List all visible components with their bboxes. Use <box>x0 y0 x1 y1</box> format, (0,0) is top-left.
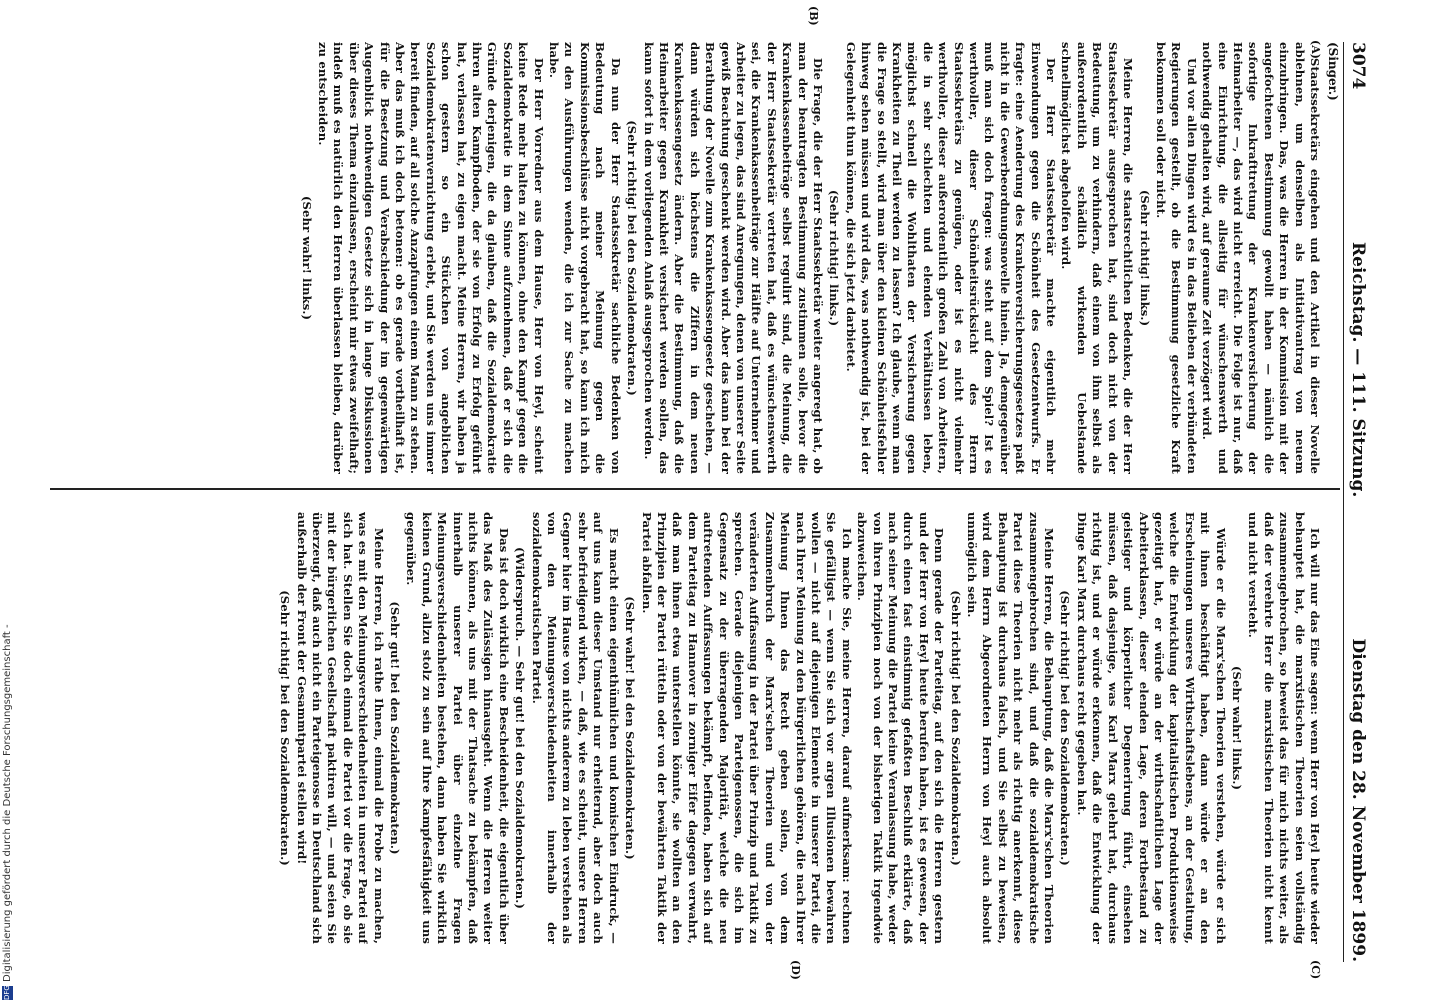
page-header <box>1343 42 1370 962</box>
paragraph: Staatssekretärs eingehen und den Artikel in dieser Novelle ablehnen, um denselben als Initiativantrag von neuem einzubringen. Das, was die Herren in der Kommission mit der angefochtenen Bestimmung gewollt haben — nämlich die sofortige Inkrafttretung der Krankenversicherung der Heimarbeiter —, das wird nicht erreicht. Die Folge ist nur, daß eine Einrichtung, die allseitig für wünschenswerth und nothwendig gehalten wird, auf geraume Zeit verzögert wird. <box>1200 42 1322 474</box>
interjection: (Widerspruch. — Sehr gut! bei den Sozialdemokraten.) <box>513 547 528 909</box>
interjection: (Sehr richtig! bei den Sozialdemokraten.) <box>278 590 293 866</box>
interjection: (Sehr gut! bei den Sozialdemokraten.) <box>388 601 403 855</box>
paragraph: Die Frage, die der Herr Staatssekretär weiter angeregt hat, ob man der beantragten Bestimmung zustimmen solle, bevor die Krankenkassenbeiträge selbst regulirt sind, die Meinung, die der Herr Staatssekretär vertreten hat, daß es wünschenswerth sei, die Krankenkassenbeiträge zur Hälfte auf Unternehmer und Arbeiter zu legen, das sind Anregungen, denen von unserer Seite gewiß Beachtung geschenkt werden wird. Aber das kann bei der Berathung der Novelle zum Krankenkassengesetz geschehen, — dann würden sich höchstens die Ziffern in dem neuen Krankenkassengesetz ändern. Aber die Bestimmung, daß die Heimarbeiter gegen Krankheit versichert werden sollen, das kann sofort in dem vorliegenden Anlaß ausgesprochen werden. <box>641 42 825 474</box>
page-number: 3074 <box>1348 42 1368 90</box>
paragraph: Das ist doch wirklich eine Bescheidenheit, die eigentlich über das Maß des Zulässigen hinausgeht. Wenn die Herren weiter nichts können, als uns mit der Thatsache zu bekämpfen, daß innerhalb unserer Partei über einzelne Fragen Meinungsverschiedenheiten bestehen, dann haben Sie wirklich keinen Grund, allzu stolz zu sein auf Ihre Kampfesfähigkeit uns gegenüber. <box>404 512 511 944</box>
paragraph: Meine Herren, die Behauptung, daß die Marx'schen Theorien zusammengebrochen sind, und daß die sozialdemokratische Partei diese Theorien nicht mehr als richtig anerkennt, diese Behauptung ist durchaus falsch, und Sie selbst zu beweisen, wird dem Herrn Abgeordneten Herrn von Heyl auch absolut unmöglich sein. <box>965 512 1057 944</box>
dfg-logo-icon: DFG <box>3 985 11 1000</box>
paragraph: Meine Herren, ich rathe Ihnen, einmal die Probe zu machen, was es mit den Meinungsverschiedenheiten in unserer Partei auf sich hat. Stellen Sie doch einmal die Partei vor die Frage, ob sie mit der bürgerlichen Gesellschaft paktiren will, — und seien Sie überzeugt, daß auch nicht ein Parteigenosse in Deutschland sich außerhalb der Front der Gesammtpartei stellen wird! <box>294 512 386 944</box>
paragraph: Und vor allen Dingen wird es in das Belieben der verbündeten Regierungen gestellt, ob die Bestimmung gesetzliche Kraft bekommen soll oder nicht. <box>1153 42 1199 474</box>
paragraph: Es macht einen eigenthümlichen und komischen Eindruck, — auf uns kann dieser Umstand nur erheiternd, aber doch auch sehr befriedigend wirken, — daß, wie es scheint, unsere Herren Gegner hier im Hause von nichts anderem zu leben verstehen als von den Meinungsverschiedenheiten innerhalb der sozialdemokratischen Partei. <box>529 512 621 944</box>
interjection: (Sehr richtig! links.) <box>827 189 842 327</box>
session-title: Reichstag. — 111. Sitzung. <box>1348 242 1368 498</box>
interjection: (Sehr wahr! bei den Sozialdemokraten.) <box>623 596 638 860</box>
margin-mark-d: (D) <box>789 960 802 980</box>
paragraph: Der Herr Staatssekretär machte eigentlich mehr Einwendungen gegen die Schönheit des Gesetzentwurfs. Er fragte: eine Aenderung des Krankenversicherungsgesetzes paßt nicht in die Gewerbeordnungsnovelle hinein. Ja, demgegenüber muß man sich doch fragen: was steht auf dem Spiel? Ist es werthvoller, dieser Schönheitsrücksicht des Herrn Staatssekretärs zu genügen, oder ist es nicht vielmehr werthvoller, dieser außerordentlich großen Zahl von Arbeitern, die in sehr schlechten und elenden Verhältnissen leben, möglichst schnell die Wohlthaten der Versicherung gegen Krankheiten zu Theil werden zu lassen? Ich glaube, wenn man die Frage so stellt, wird man über den kleinen Schönheitsfehler hinweg sehen müssen und wird das, was nothwendig ist, bei der Gelegenheit thun können, die sich jetzt darbietet. <box>843 42 1059 474</box>
rotated-page <box>30 0 1380 1000</box>
interjection: (Sehr richtig! links.) <box>1137 189 1152 327</box>
margin-mark-a: (A) <box>1309 40 1322 59</box>
margin-mark-c: (C) <box>1309 960 1322 980</box>
paragraph: Ich will nur das Eine sagen: wenn Herr von Heyl heute wieder behauptet hat, die marxistischen Theorien seien vollständig zusammengebrochen, so beweist das für mich nichts weiter, als daß der verehrte Herr die marxistischen Theorien nicht kennt und nicht versteht. <box>1246 512 1322 944</box>
paragraph: Da nun der Herr Staatssekretär sachliche Bedenken von Bedeutung nach meiner Meinung gegen die Kommissionsbeschlüsse nicht vorgebracht hat, so kann ich mich zu den Ausführungen wenden, die ich zur Sache zu machen habe. <box>547 42 623 474</box>
margin-mark-b: (B) <box>807 6 820 26</box>
right-column <box>52 512 1322 944</box>
interjection: (Sehr wahr! links.) <box>1229 665 1244 791</box>
left-column <box>52 42 1322 474</box>
interjection: (Sehr richtig! bei den Sozialdemokraten.) <box>625 120 640 396</box>
paragraph: Würde er die Marx'schen Theorien verstehen, würde er sich mit ihnen beschäftigt haben, dann würde er an den Erscheinungen unseres Wirthschaftslebens, an der Gestaltung, welche die Entwicklung der kapitalistischen Produktionsweise gezeitigt hat, er würde an der wirthschaftlichen Lage der Arbeiterklassen, dieser elenden Lage, deren Fortbestand zu geistiger und körperlicher Degenerirung führt, einsehen müssen, daß dasjenige, was Karl Marx gelehrt hat, durchaus richtig ist, und er würde erkennen, daß die Entwicklung der Dinge Karl Marx durchaus recht gegeben hat. <box>1074 512 1228 944</box>
session-date: Dienstag den 28. November 1899. <box>1348 638 1368 962</box>
speaker-name: (Singer.) <box>1326 42 1340 101</box>
interjection: (Sehr richtig! bei den Sozialdemokraten.) <box>948 590 963 866</box>
paragraph: Denn gerade der Parteitag, auf den sich die Herren gestern und der Herr von Heyl heute berufen haben, ist es gewesen, der durch einen fast einstimmig gefaßten Beschluß erklärte, daß nach seiner Meinung die Partei keine Veranlassung habe, weder von ihren Prinzipien noch von der bisherigen Taktik irgendwie abzuweichen. <box>855 512 947 944</box>
paragraph: Ich mache Sie, meine Herren, darauf aufmerksam: rechnen Sie gefälligst — wenn Sie sich vor argen Illusionen bewahren wollen — nicht auf diejenigen Elemente in unserer Partei, die nach Ihrer Meinung zu den bürgerlichen gehören, die nach Ihrer Meinung Ihnen das Recht geben sollen, von dem Zusammenbruch der Marx'schen Theorien und von der veränderten Auffassung in der Partei über Prinzip und Taktik zu sprechen. Gerade diejenigen Parteigenossen, die sich im Gegensatz zu der überragenden Majorität, welche die neu auftretenden Auffassungen bekämpft, befinden, haben sich auf dem Parteitag zu Hannover in zorniger Eifer dagegen verwahrt, daß man ihnen etwa unterstellen könnte, sie wollten an den Prinzipien der Partei rütteln oder von der bewährten Taktik der Partei abfallen. <box>639 512 854 944</box>
paragraph: Der Herr Vorredner aus dem Hause, Herr von Heyl, scheint keine Rede mehr halten zu können, ohne den Kampf gegen die Sozialdemokratie in dem Sinne aufzunehmen, daß er sich die Gründe derjenigen, die da glauben, daß die Sozialdemokratie ihren alten Kampfboden, der sie von Erfolg zu Erfolg geführt hat, verlassen hat, zu eigen macht. Meine Herren, wir haben ja schon gestern so ein Stückchen von angeblichen Sozialdemokratenvernichtung erlebt, und Sie werden uns immer bereit finden, auf all solche Anzapfungen einem Mann zu stehen. Aber das muß ich doch betonen: ob es gerade vortheilhaft ist, für die Besetzung und Verabschiedung der im gegenwärtigen Augenblick nothwendigen Gesetze sich in lange Diskussionen über dieses Thema einzulassen, erscheint mir etwas zweifelhaft; indeß muß es natürlich den Herren überlassen bleiben, darüber zu entscheiden. <box>316 42 546 474</box>
interjection: (Sehr wahr! links.) <box>299 195 314 321</box>
column-divider <box>50 488 1340 490</box>
digitisation-notice <box>2 0 16 1000</box>
interjection: (Sehr richtig! bei den Sozialdemokraten.) <box>1058 590 1073 866</box>
paragraph: Meine Herren, die staatsrechtlichen Bedenken, die der Herr Staatssekretär ausgesprochen hat, sind doch nicht von der Bedeutung, um zu verhindern, daß einem von ihm selbst als außerordentlich schädlich wirkenden Uebelstande schnellmöglichst abgeholfen wird. <box>1059 42 1136 474</box>
notice-text: Digitalisierung gefördert durch die Deutsche Forschungsgemeinschaft - <box>2 624 13 982</box>
